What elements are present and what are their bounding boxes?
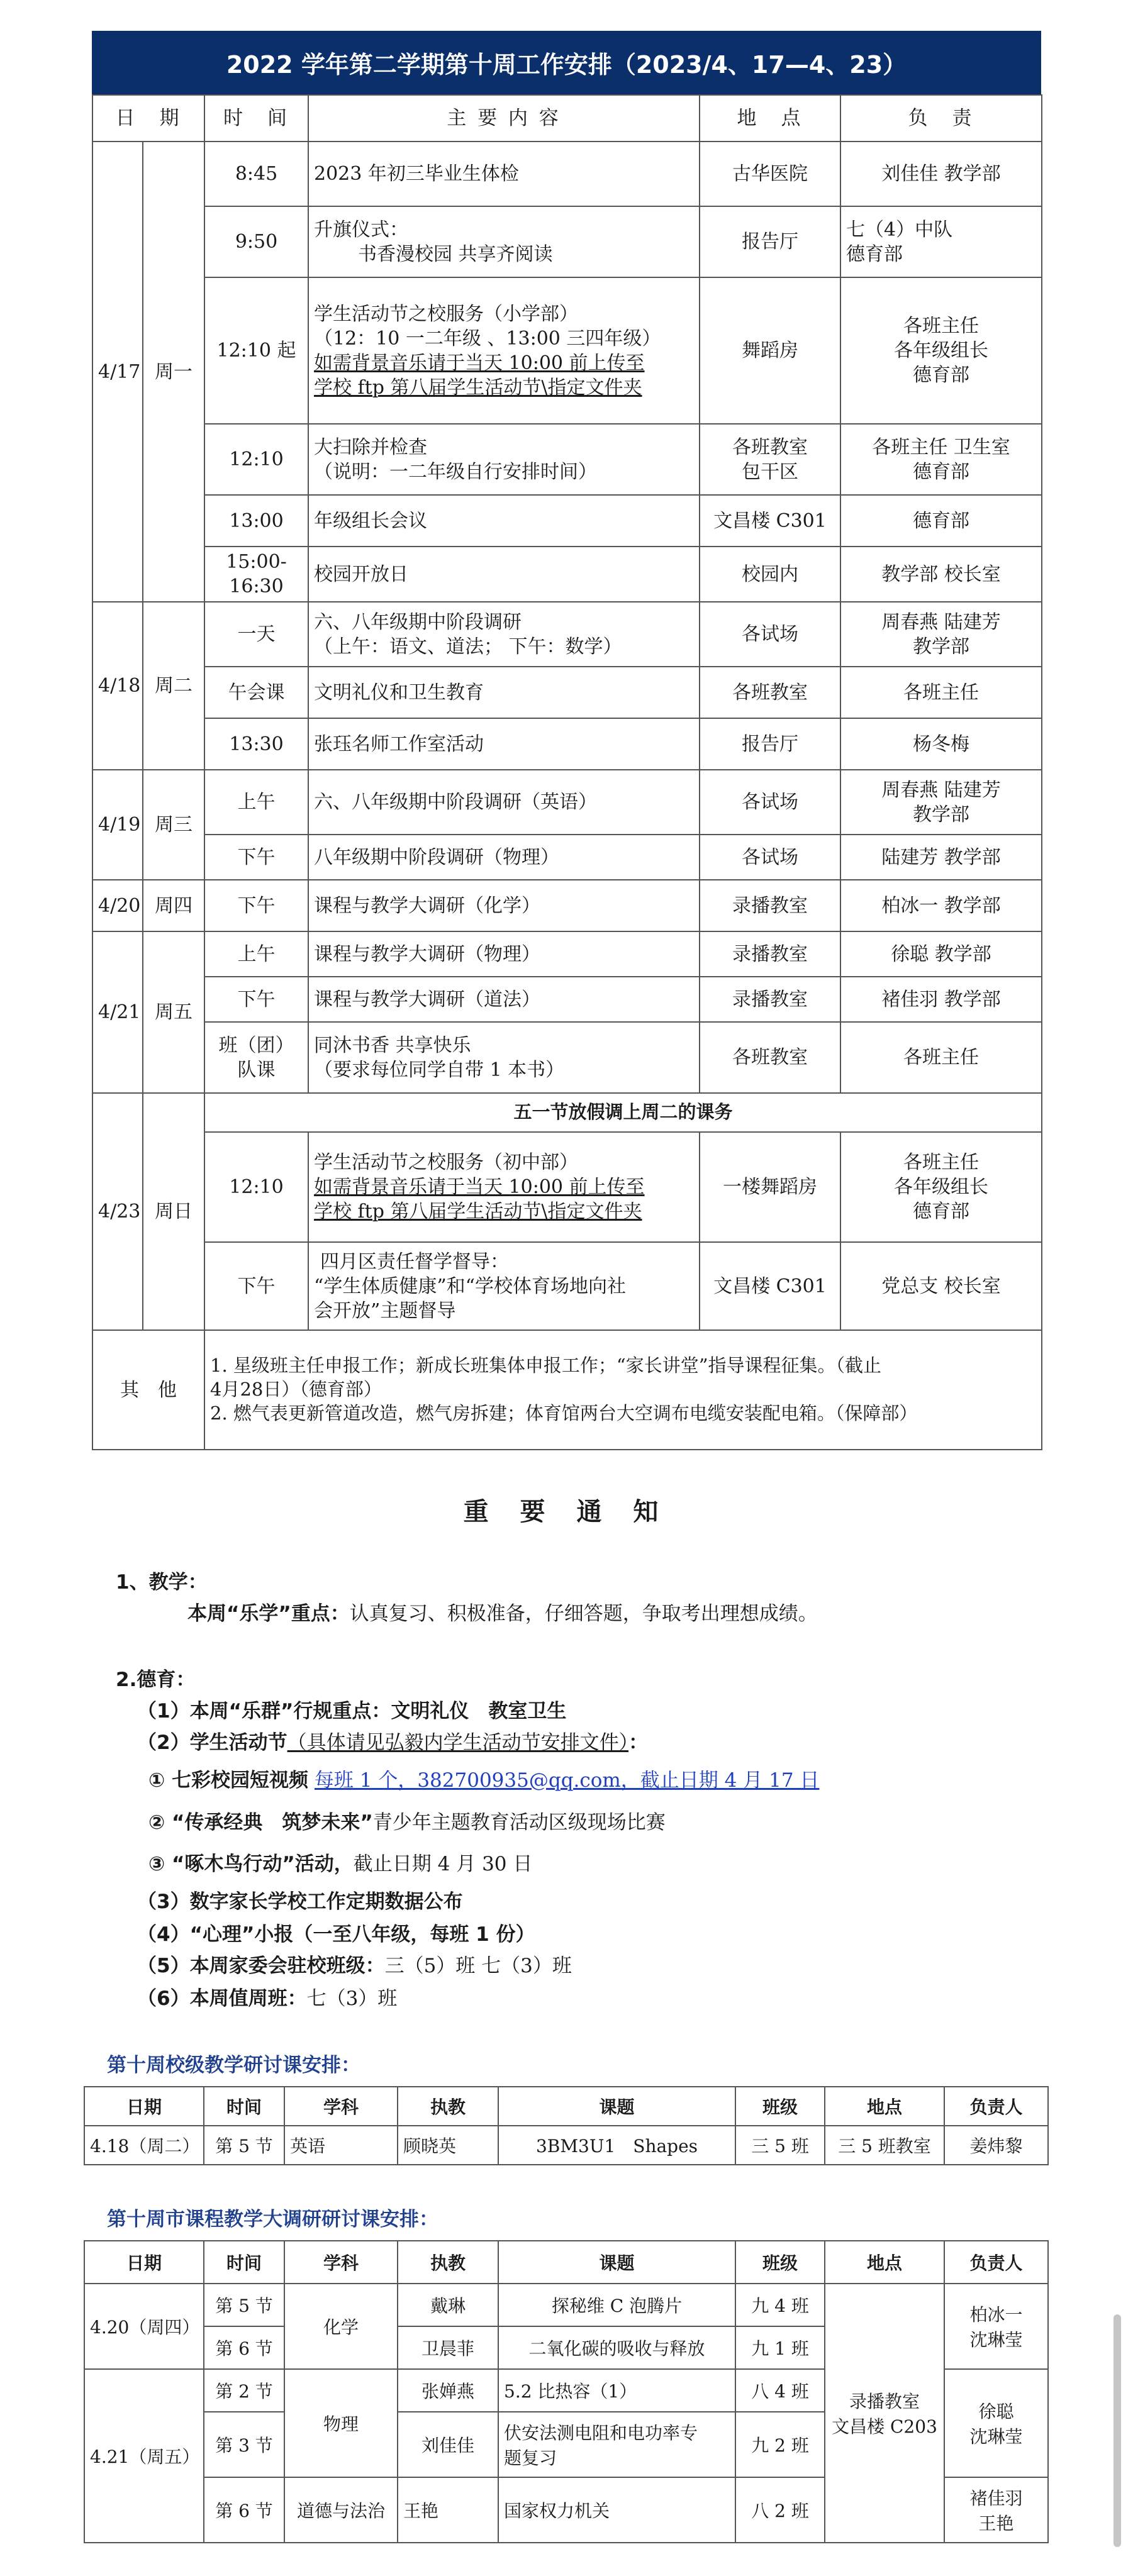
owner-cell: 各班主任 各年级组长 德育部 [840,277,1042,424]
place-cell: 文昌楼 C301 [700,495,840,547]
notice-item-6: （6）本周值周班：七（3）班 [137,1987,398,2010]
notice-title: 重 要 通 知 [463,1497,670,1526]
notice-section-moral: 2.德育： [116,1668,196,1691]
notice-item-2b: ② “传承经典 筑梦未来”青少年主题教育活动区级现场比赛 [148,1811,666,1834]
content-cell: 学生活动节之校服务（小学部） （12：10 一二年级 、13:00 三四年级） 如需背景音乐请于当天 10:00 前上传至 学校 ftp 第八届学生活动节\指定文件夹 [308,277,700,424]
date-cell: 4/19 [92,770,143,880]
col-date: 日期 [84,2087,204,2126]
schedule-header-row [92,95,1042,142]
time-cell: 9:50 [204,206,308,277]
time-cell: 下午 [204,880,308,931]
col-date: 日期 [84,2241,204,2284]
place-cell: 各试场 [700,835,840,880]
notice-item-5: （5）本周家委会驻校班级：三（5）班 七（3）班 [137,1955,572,1977]
time-cell: 12:10 起 [204,277,308,424]
owner-cell: 周春燕 陆建芳 教学部 [840,602,1042,667]
content-cell: 课程与教学大调研（物理） [308,931,700,977]
col-owner: 负责人 [944,2241,1048,2284]
day-cell: 周一 [143,142,204,602]
page-title: 2022 学年第二学期第十周工作安排（2023/4、17—4、23） [92,31,1041,94]
time-cell: 12:10 [204,1132,308,1242]
time-cell: 下午 [204,835,308,880]
owner-cell: 各班主任 [840,667,1042,718]
col-subject: 学科 [284,2241,398,2284]
time-cell: 13:00 [204,495,308,547]
time-cell: 上午 [204,931,308,977]
content-cell: 校园开放日 [308,547,700,602]
owner-cell: 周春燕 陆建芳 教学部 [840,770,1042,835]
col-place: 地点 [825,2087,944,2126]
time-cell: 下午 [204,977,308,1022]
other-notes: 1. 星级班主任申报工作；新成长班集体申报工作；“家长讲堂”指导课程征集。（截止 4月28日）（德育部） 2. 燃气表更新管道改造，燃气房拆建；体育馆两台大空调布电缆安装配电箱。（保障部） [204,1330,1042,1450]
notice-item-3: （3）数字家长学校工作定期数据公布 [137,1890,463,1913]
time-cell: 下午 [204,1242,308,1330]
col-place: 地点 [825,2241,944,2284]
table-row [92,1242,1042,1330]
school-lessons-heading: 第十周校级教学研讨课安排： [107,2054,360,2077]
col-class: 班级 [735,2241,825,2284]
place-cell: 舞蹈房 [700,277,840,424]
time-cell: 15:00- 16:30 [204,547,308,602]
weekly-schedule-table [92,94,1042,1450]
place-cell: 校园内 [700,547,840,602]
time-cell: 一天 [204,602,308,667]
owner-cell: 德育部 [840,495,1042,547]
place-cell: 录播教室 [700,931,840,977]
table-row [92,206,1042,277]
content-cell: 六、八年级期中阶段调研（英语） [308,770,700,835]
day-cell: 周二 [143,602,204,770]
notice-section-teaching: 1、教学： [116,1571,208,1594]
scrollbar-thumb[interactable] [1113,2314,1121,2547]
owner-cell: 七（4）中队 德育部 [840,206,1042,277]
table-row [92,277,1042,424]
table-row: 4.18（周二） 第 5 节 英语 顾晓英 3BM3U1 Shapes 三 5 班 三 5 班教室 姜炜黎 [84,2126,1048,2165]
place-cell: 各班教室 包干区 [700,424,840,495]
table-row: 第 3 节 刘佳佳 伏安法测电阻和电功率专 题复习 九 2 班 [84,2412,1048,2477]
table-row [92,1132,1042,1242]
col-teacher: 执教 [398,2241,498,2284]
table-header-row [84,2087,1048,2126]
notice-item-1: （1）本周“乐群”行规重点：文明礼仪 教室卫生 [137,1700,567,1723]
other-label: 其 他 [92,1330,204,1450]
owner-cell: 柏冰一 教学部 [840,880,1042,931]
notice-item-2a: ① 七彩校园短视频 每班 1 个，382700935@qq.com，截止日期 4 月 17 日 [148,1769,820,1792]
table-row: 4.20（周四） 第 5 节 化学 戴琳 探秘维 C 泡腾片 九 4 班 录播教室 文昌楼 C203 柏冰一 沈琳莹 [84,2284,1048,2326]
date-cell: 4/18 [92,602,143,770]
table-row [92,602,1042,667]
date-cell: 4/20 [92,880,143,931]
notice-item-4: （4）“心理”小报（一至八年级，每班 1 份） [137,1923,535,1946]
table-row [92,424,1042,495]
content-cell: 文明礼仪和卫生教育 [308,667,700,718]
table-row [92,667,1042,718]
content-cell: 2023 年初三毕业生体检 [308,142,700,206]
owner-cell: 徐聪 教学部 [840,931,1042,977]
table-row [92,142,1042,206]
place-cell: 录播教室 [700,977,840,1022]
email-link[interactable]: 每班 1 个，382700935@qq.com，截止日期 4 月 17 日 [314,1769,820,1792]
owner-cell: 刘佳佳 教学部 [840,142,1042,206]
table-row: 4.21（周五） 第 2 节 物理 张婵燕 5.2 比热容（1） 八 4 班 徐聪 沈琳莹 [84,2369,1048,2412]
col-owner: 负责人 [944,2087,1048,2126]
table-row [92,718,1042,770]
table-row [92,977,1042,1022]
content-cell: 同沐书香 共享快乐 （要求每位同学自带 1 本书） [308,1022,700,1093]
table-row [92,931,1042,977]
header-content: 主 要 内 容 [308,95,700,142]
place-cell: 文昌楼 C301 [700,1242,840,1330]
time-cell: 12:10 [204,424,308,495]
col-time: 时间 [204,2087,284,2126]
table-row [92,770,1042,835]
place-cell: 录播教室 [700,880,840,931]
place-cell: 各班教室 [700,667,840,718]
place-cell: 各班教室 [700,1022,840,1093]
notice-item-2: （2）学生活动节（具体请见弘毅内学生活动节安排文件）： [137,1731,649,1754]
table-row [92,1330,1042,1450]
owner-cell: 杨冬梅 [840,718,1042,770]
day-cell: 周四 [143,880,204,931]
table-row [92,547,1042,602]
table-row [92,495,1042,547]
table-row: 第 6 节 道德与法治 王艳 国家权力机关 八 2 班 褚佳羽 王艳 [84,2477,1048,2543]
header-place: 地 点 [700,95,840,142]
table-row: 第 6 节 卫晨菲 二氧化碳的吸收与释放 九 1 班 [84,2326,1048,2369]
place-cell: 各试场 [700,602,840,667]
place-cell: 一楼舞蹈房 [700,1132,840,1242]
owner-cell: 党总支 校长室 [840,1242,1042,1330]
time-cell: 午会课 [204,667,308,718]
content-cell: 学生活动节之校服务（初中部） 如需背景音乐请于当天 10:00 前上传至 学校 ftp 第八届学生活动节\指定文件夹 [308,1132,700,1242]
owner-cell: 各班主任 卫生室 德育部 [840,424,1042,495]
time-cell: 上午 [204,770,308,835]
col-topic: 课题 [498,2241,735,2284]
place-cell: 报告厅 [700,206,840,277]
owner-cell: 各班主任 各年级组长 德育部 [840,1132,1042,1242]
content-cell: 课程与教学大调研（化学） [308,880,700,931]
col-topic: 课题 [498,2087,735,2126]
city-lessons-heading: 第十周市课程教学大调研研讨课安排： [107,2208,438,2231]
holiday-banner: 五一节放假调上周二的课务 [204,1093,1042,1132]
time-cell: 8:45 [204,142,308,206]
day-cell: 周日 [143,1093,204,1330]
place-cell: 古华医院 [700,142,840,206]
day-cell: 周三 [143,770,204,880]
owner-cell: 褚佳羽 教学部 [840,977,1042,1022]
table-header-row [84,2241,1048,2284]
col-teacher: 执教 [398,2087,498,2126]
content-cell: 张珏名师工作室活动 [308,718,700,770]
content-cell: 大扫除并检查 （说明：一二年级自行安排时间） [308,424,700,495]
owner-cell: 各班主任 [840,1022,1042,1093]
col-subject: 学科 [284,2087,398,2126]
header-owner: 负 责 [840,95,1042,142]
place-cell: 报告厅 [700,718,840,770]
col-class: 班级 [735,2087,825,2126]
place-cell: 各试场 [700,770,840,835]
content-cell: 升旗仪式： 书香漫校园 共享齐阅读 [308,206,700,277]
notice-teaching-focus: 本周“乐学”重点：认真复习、积极准备，仔细答题，争取考出理想成绩。 [187,1602,818,1625]
school-lessons-table [84,2086,1049,2165]
content-cell: 八年级期中阶段调研（物理） [308,835,700,880]
notice-item-2c: ③ “啄木鸟行动”活动，截止日期 4 月 30 日 [148,1853,533,1875]
table-row [92,835,1042,880]
owner-cell: 教学部 校长室 [840,547,1042,602]
table-row [92,880,1042,931]
table-row [92,1093,1042,1132]
owner-cell: 陆建芳 教学部 [840,835,1042,880]
place-cell: 录播教室 文昌楼 C203 [825,2284,944,2543]
date-cell: 4/17 [92,142,143,602]
content-cell: 年级组长会议 [308,495,700,547]
time-cell: 班（团） 队课 [204,1022,308,1093]
date-cell: 4/21 [92,931,143,1093]
header-time: 时 间 [204,95,308,142]
time-cell: 13:30 [204,718,308,770]
day-cell: 周五 [143,931,204,1093]
city-lessons-table [84,2240,1049,2543]
col-time: 时间 [204,2241,284,2284]
header-date: 日 期 [92,95,204,142]
content-cell: 六、八年级期中阶段调研 （上午：语文、道法； 下午：数学） [308,602,700,667]
content-cell: 课程与教学大调研（道法） [308,977,700,1022]
table-row [92,1022,1042,1093]
date-cell: 4/23 [92,1093,143,1330]
content-cell: 四月区责任督学督导： “学生体质健康”和“学校体育场地向社 会开放”主题督导 [308,1242,700,1330]
